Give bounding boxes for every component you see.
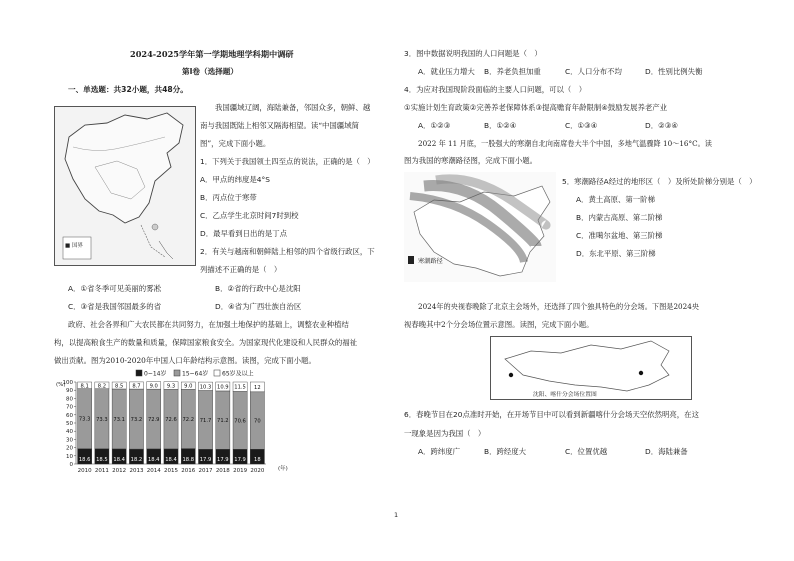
bar-value-label: 12 bbox=[254, 384, 261, 391]
population-age-chart bbox=[54, 368, 294, 486]
q6-option-a[interactable]: A．跨纬度广 bbox=[418, 447, 461, 456]
passage-line-2: 构，以提高粮食生产的数量和质量，保障国家粮食安全。为国家现代化建设和人民群众的福祉 bbox=[54, 338, 358, 347]
x-unit-label: (年) bbox=[278, 466, 288, 472]
passage-line-1: 政府、社会各界和广大农民都在共同努力，在加强土地保护的基础上，调整农业种植结 bbox=[68, 320, 349, 329]
bar-value-label: 70 bbox=[254, 418, 261, 425]
bar-value-label: 72.6 bbox=[165, 417, 177, 424]
bar-value-label: 10.9 bbox=[217, 384, 229, 391]
passage-line-3: 做出贡献。图为2010-2020年中国人口年龄结构示意图。读图，完成下面小题。 bbox=[54, 356, 316, 365]
q6-stem-line-1: 6．春晚节目在20点准时开始，在开场节目中可以看到新疆喀什分会场天空依然明亮，在这 bbox=[404, 410, 699, 419]
bar-value-label: 71.7 bbox=[199, 417, 212, 424]
q6-stem-line-2: 一现象是因为我国（ ） bbox=[404, 429, 486, 438]
q2-option-c[interactable]: C．③省是我国邻国最多的省 bbox=[68, 302, 162, 311]
q5-option-a[interactable]: A．黄土高原、第一阶梯 bbox=[576, 195, 655, 204]
y-tick-label: 40 bbox=[66, 429, 73, 436]
y-tick-label: 70 bbox=[66, 404, 73, 411]
legend-swatch bbox=[214, 370, 220, 376]
bar-value-label: 8.2 bbox=[97, 383, 107, 390]
y-tick-label: 100 bbox=[62, 380, 73, 386]
q2-stem-line-2: 列描述不正确的是（ ） bbox=[200, 265, 282, 274]
bar-value-label: 9.0 bbox=[149, 383, 158, 390]
bar-value-label: 72.9 bbox=[147, 417, 160, 424]
q4-option-a[interactable]: A．①②③ bbox=[418, 121, 451, 130]
bar-value-label: 8.1 bbox=[80, 383, 89, 390]
q6-option-b[interactable]: B．跨经度大 bbox=[484, 447, 527, 456]
page-title: 2024-2025学年第一学期地理学科期中调研 bbox=[130, 49, 294, 59]
bar-value-label: 18.5 bbox=[96, 457, 108, 463]
q1-option-b[interactable]: B．丙点位于寒带 bbox=[200, 193, 257, 202]
y-unit-label: (%) bbox=[56, 382, 66, 388]
x-tick-label: 2017 bbox=[198, 468, 213, 474]
q5-option-b[interactable]: B．内蒙古高原、第二阶梯 bbox=[576, 213, 663, 222]
legend-label: 0~14岁 bbox=[144, 370, 167, 378]
y-tick-label: 0 bbox=[69, 462, 73, 468]
bar-value-label: 8.5 bbox=[115, 383, 124, 390]
cold-map-legend: 寒潮路径 bbox=[418, 258, 443, 265]
y-tick-label: 90 bbox=[66, 388, 73, 395]
bar-value-label: 18.8 bbox=[182, 457, 195, 463]
q1-option-a[interactable]: A．甲点的纬度是4°S bbox=[200, 175, 270, 184]
bar-value-label: 73.3 bbox=[78, 416, 91, 423]
q5-option-d[interactable]: D．东北平原、第三阶梯 bbox=[576, 249, 656, 258]
x-tick-label: 2020 bbox=[250, 468, 265, 474]
cold-passage-line-2: 图为我国的寒潮路径图，完成下面小题。 bbox=[404, 156, 538, 165]
x-tick-label: 2010 bbox=[77, 468, 92, 474]
q2-option-b[interactable]: B．②省的行政中心是沈阳 bbox=[215, 284, 301, 293]
page-number: 1 bbox=[394, 511, 399, 519]
map1-legend: ■ 国界 bbox=[65, 243, 83, 249]
intro-line-3: 图”，完成下面小题。 bbox=[200, 139, 271, 148]
q2-option-d[interactable]: D．④省为广西壮族自治区 bbox=[215, 302, 302, 311]
x-tick-label: 2018 bbox=[215, 468, 230, 474]
x-tick-label: 2012 bbox=[112, 468, 127, 474]
x-tick-label: 2011 bbox=[94, 468, 109, 474]
y-tick-label: 80 bbox=[66, 396, 73, 403]
x-tick-label: 2015 bbox=[164, 468, 178, 474]
q3-option-c[interactable]: C．人口分布不均 bbox=[565, 67, 622, 76]
cold-passage-line-1: 2022 年 11 月底，一股强大的寒潮自北向南席卷大半个中国，多地气温骤降 10～16°C。读 bbox=[418, 139, 712, 148]
bar-value-label: 18.2 bbox=[130, 457, 143, 463]
q3-option-d[interactable]: D．性别比例失衡 bbox=[645, 67, 703, 76]
bar-value-label: 11.5 bbox=[234, 384, 246, 391]
bar-value-label: 72.2 bbox=[182, 416, 195, 423]
q1-stem: 1．下列关于我国领土四至点的说法，正确的是（ ） bbox=[200, 157, 375, 166]
bar-value-label: 17.9 bbox=[199, 457, 212, 463]
x-tick-label: 2016 bbox=[181, 468, 196, 474]
bar-value-label: 17.9 bbox=[217, 457, 229, 463]
intro-line-2: 南与我国既陆上相邻又隔海相望。读“中国疆域简 bbox=[200, 121, 359, 130]
part-heading: 第Ⅰ卷（选择题） bbox=[182, 67, 238, 76]
kashi-marker bbox=[509, 373, 513, 377]
q4-option-d[interactable]: D．②③④ bbox=[645, 121, 678, 130]
china-territory-map bbox=[54, 106, 196, 266]
q3-option-a[interactable]: A．就业压力增大 bbox=[418, 67, 475, 76]
bar-value-label: 17.9 bbox=[234, 457, 246, 463]
q3-option-b[interactable]: B．养老负担加重 bbox=[484, 67, 541, 76]
q6-option-d[interactable]: D．海陆兼备 bbox=[645, 447, 688, 456]
q4-option-b[interactable]: B．①②④ bbox=[484, 121, 517, 130]
gala-passage-line-2: 视春晚其中2个分会场位置示意图。读图，完成下面小题。 bbox=[404, 320, 594, 329]
gala-passage-line-1: 2024年的央视春晚除了北京主会场外，还选择了四个独具特色的分会场。下图是2024央 bbox=[418, 302, 699, 311]
bar-value-label: 10.3 bbox=[199, 384, 212, 391]
shenyang-marker bbox=[639, 371, 643, 375]
bar-value-label: 73.2 bbox=[130, 417, 143, 424]
bar-value-label: 71.2 bbox=[217, 418, 229, 425]
x-tick-label: 2014 bbox=[146, 468, 161, 474]
y-tick-label: 20 bbox=[66, 445, 73, 452]
q1-option-d[interactable]: D．最早看到日出的是丁点 bbox=[200, 229, 287, 238]
q2-stem-line-1: 2．有关与越南和朝鲜陆上相邻的四个省级行政区，下 bbox=[200, 247, 375, 256]
x-tick-label: 2013 bbox=[129, 468, 144, 474]
gala-venue-map bbox=[490, 336, 692, 400]
q4-stem: 4．为应对我国现阶段面临的主要人口问题，可以（ ） bbox=[404, 85, 587, 94]
bar-value-label: 9.3 bbox=[166, 383, 176, 390]
y-tick-label: 30 bbox=[66, 437, 73, 444]
cold-wave-map bbox=[404, 172, 556, 282]
q6-option-c[interactable]: C．位置优越 bbox=[565, 447, 608, 456]
bar-value-label: 18 bbox=[254, 457, 261, 463]
legend-swatch bbox=[136, 370, 142, 376]
legend-swatch bbox=[174, 370, 180, 376]
q4-option-c[interactable]: C．①③④ bbox=[565, 121, 598, 130]
bar-value-label: 18.4 bbox=[165, 457, 177, 463]
bar-value-label: 18.4 bbox=[113, 457, 125, 463]
q3-stem: 3．图中数据说明我国的人口问题是（ ） bbox=[404, 49, 542, 58]
q5-stem: 5．寒潮路径A经过的地形区（ ）及所处阶梯分别是（ ） bbox=[562, 177, 757, 186]
q5-option-c[interactable]: C．准噶尔盆地、第三阶梯 bbox=[576, 231, 663, 240]
bar-value-label: 73.3 bbox=[96, 416, 108, 423]
bar-value-label: 9.0 bbox=[184, 383, 193, 390]
q1-option-c[interactable]: C．乙点学生北京时间7时到校 bbox=[200, 211, 299, 220]
y-tick-label: 50 bbox=[66, 421, 73, 427]
q2-option-a[interactable]: A．①省冬季可见美丽的雾凇 bbox=[68, 284, 161, 293]
y-tick-label: 10 bbox=[66, 453, 73, 460]
x-tick-label: 2019 bbox=[233, 468, 248, 474]
gala-map-caption: 沈阳、喀什分会场位置图 bbox=[533, 392, 597, 398]
y-tick-label: 60 bbox=[66, 412, 73, 419]
bar-value-label: 70.6 bbox=[234, 418, 246, 425]
bar-value-label: 73.1 bbox=[113, 416, 125, 423]
bar-value-label: 8.7 bbox=[132, 383, 141, 390]
section-heading: 一、单选题：共32小题，共48分。 bbox=[68, 85, 188, 94]
bar-value-label: 18.4 bbox=[147, 457, 160, 463]
bar-value-label: 18.6 bbox=[78, 457, 91, 463]
q4-statements: ①实施计划生育政策②完善养老保障体系③提高赡育年龄限制④鼓励发展养老产业 bbox=[404, 103, 668, 112]
cold-wave-map-graphic bbox=[404, 172, 556, 282]
intro-line-1: 我国疆域辽阔，海陆兼备，邻国众多，朝鲜、越 bbox=[215, 103, 371, 112]
legend-label: 65岁及以上 bbox=[222, 370, 254, 378]
legend-label: 15~64岁 bbox=[182, 370, 209, 378]
